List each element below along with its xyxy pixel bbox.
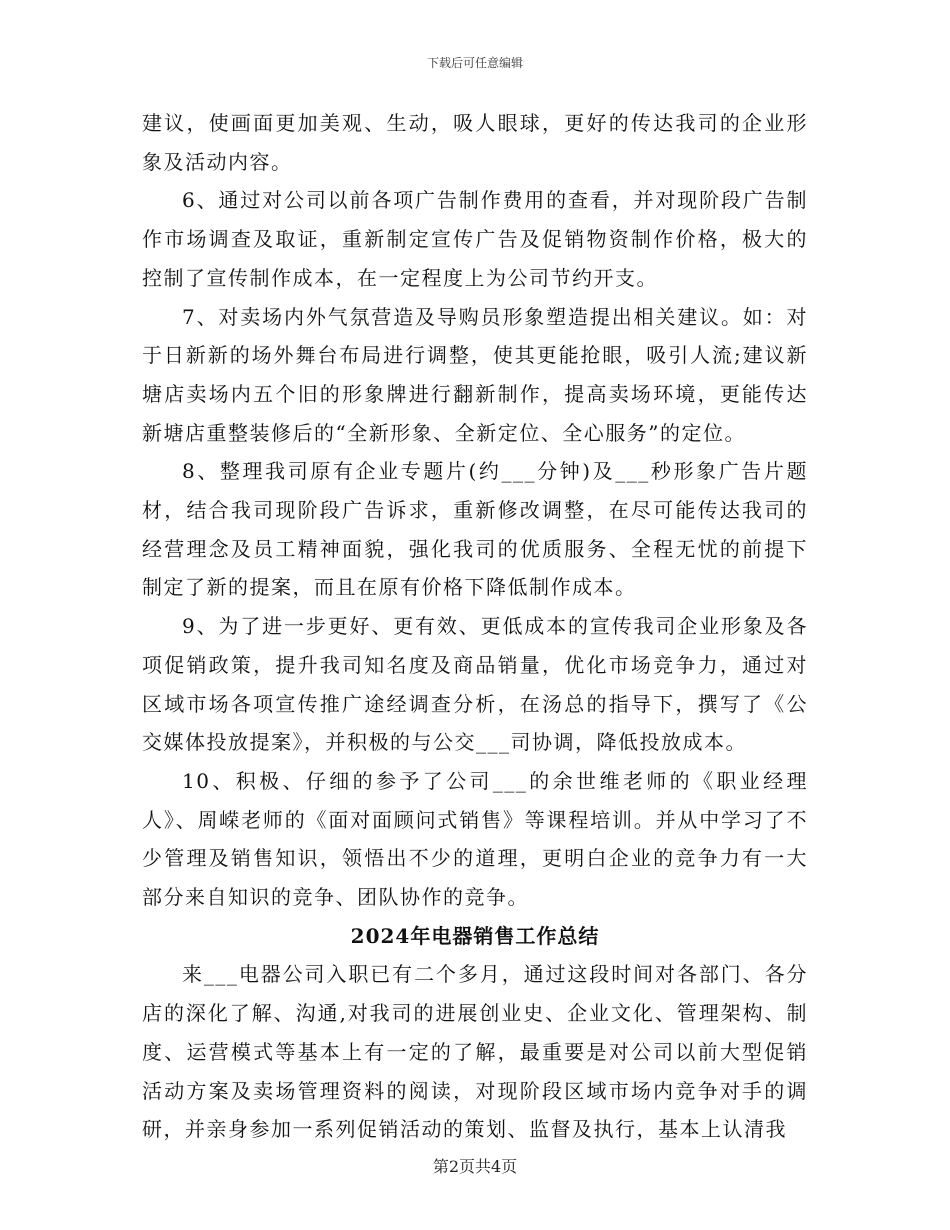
paragraph-item-10: 10、积极、仔细的参予了公司___的余世维老师的《职业经理人》、周嵘老师的《面对面顾问式销售》等课程培训。并从中学习了不少管理及销售知识，领悟出不少的道理，更明白企业的竞争力有一大部分来自知识的竞争、团队协作的竞争。 [142,768,808,910]
page-number: 第2页共4页 [432,1157,518,1176]
section-heading: 2024年电器销售工作总结 [350,923,600,948]
document-body [142,104,808,1149]
paragraph-item-7: 7、对卖场内外气氛营造及导购员形象塑造提出相关建议。如：对于日新新的场外舞台布局进行调整，使其更能抢眼，吸引人流;建议新塘店卖场内五个旧的形象牌进行翻新制作，提高卖场环境，更能传达新塘店重整装修后的“全新形象、全新定位、全心服务”的定位。 [142,304,808,445]
paragraph-item-6: 6、通过对公司以前各项广告制作费用的查看，并对现阶段广告制作市场调查及取证，重新制定宣传广告及促销物资制作价格，极大的控制了宣传制作成本，在一定程度上为公司节约开支。 [142,188,808,290]
paragraph-item-9: 9、为了进一步更好、更有效、更低成本的宣传我司企业形象及各项促销政策，提升我司知名度及商品销量，优化市场竞争力，通过对区域市场各项宣传推广途经调查分析，在汤总的指导下，撰写了《公交媒体投放提案》，并积极的与公交___司协调，降低投放成本。 [142,614,808,755]
paragraph-summary-intro: 来___电器公司入职已有二个多月，通过这段时间对各部门、各分店的深化了解、沟通,对我司的进展创业史、企业文化、管理架构、制度、运营模式等基本上有一定的了解，最重要是对公司以前大型促销活动方案及卖场管理资料的阅读，对现阶段区域市场内竞争对手的调研，并亲身参加一系列促销活动的策划、监督及执行，基本上认清我 [142,962,808,1142]
page-header: 下载后可任意编辑 [426,56,523,70]
paragraph-item-8: 8、整理我司原有企业专题片(约___分钟)及___秒形象广告片题材，结合我司现阶段广告诉求，重新修改调整，在尽可能传达我司的经营理念及员工精神面貌，强化我司的优质服务、全程无忧的前提下制定了新的提案，而且在原有价格下降低制作成本。 [142,459,808,600]
paragraph-continuation: 建议，使画面更加美观、生动，吸人眼球，更好的传达我司的企业形象及活动内容。 [142,111,808,174]
